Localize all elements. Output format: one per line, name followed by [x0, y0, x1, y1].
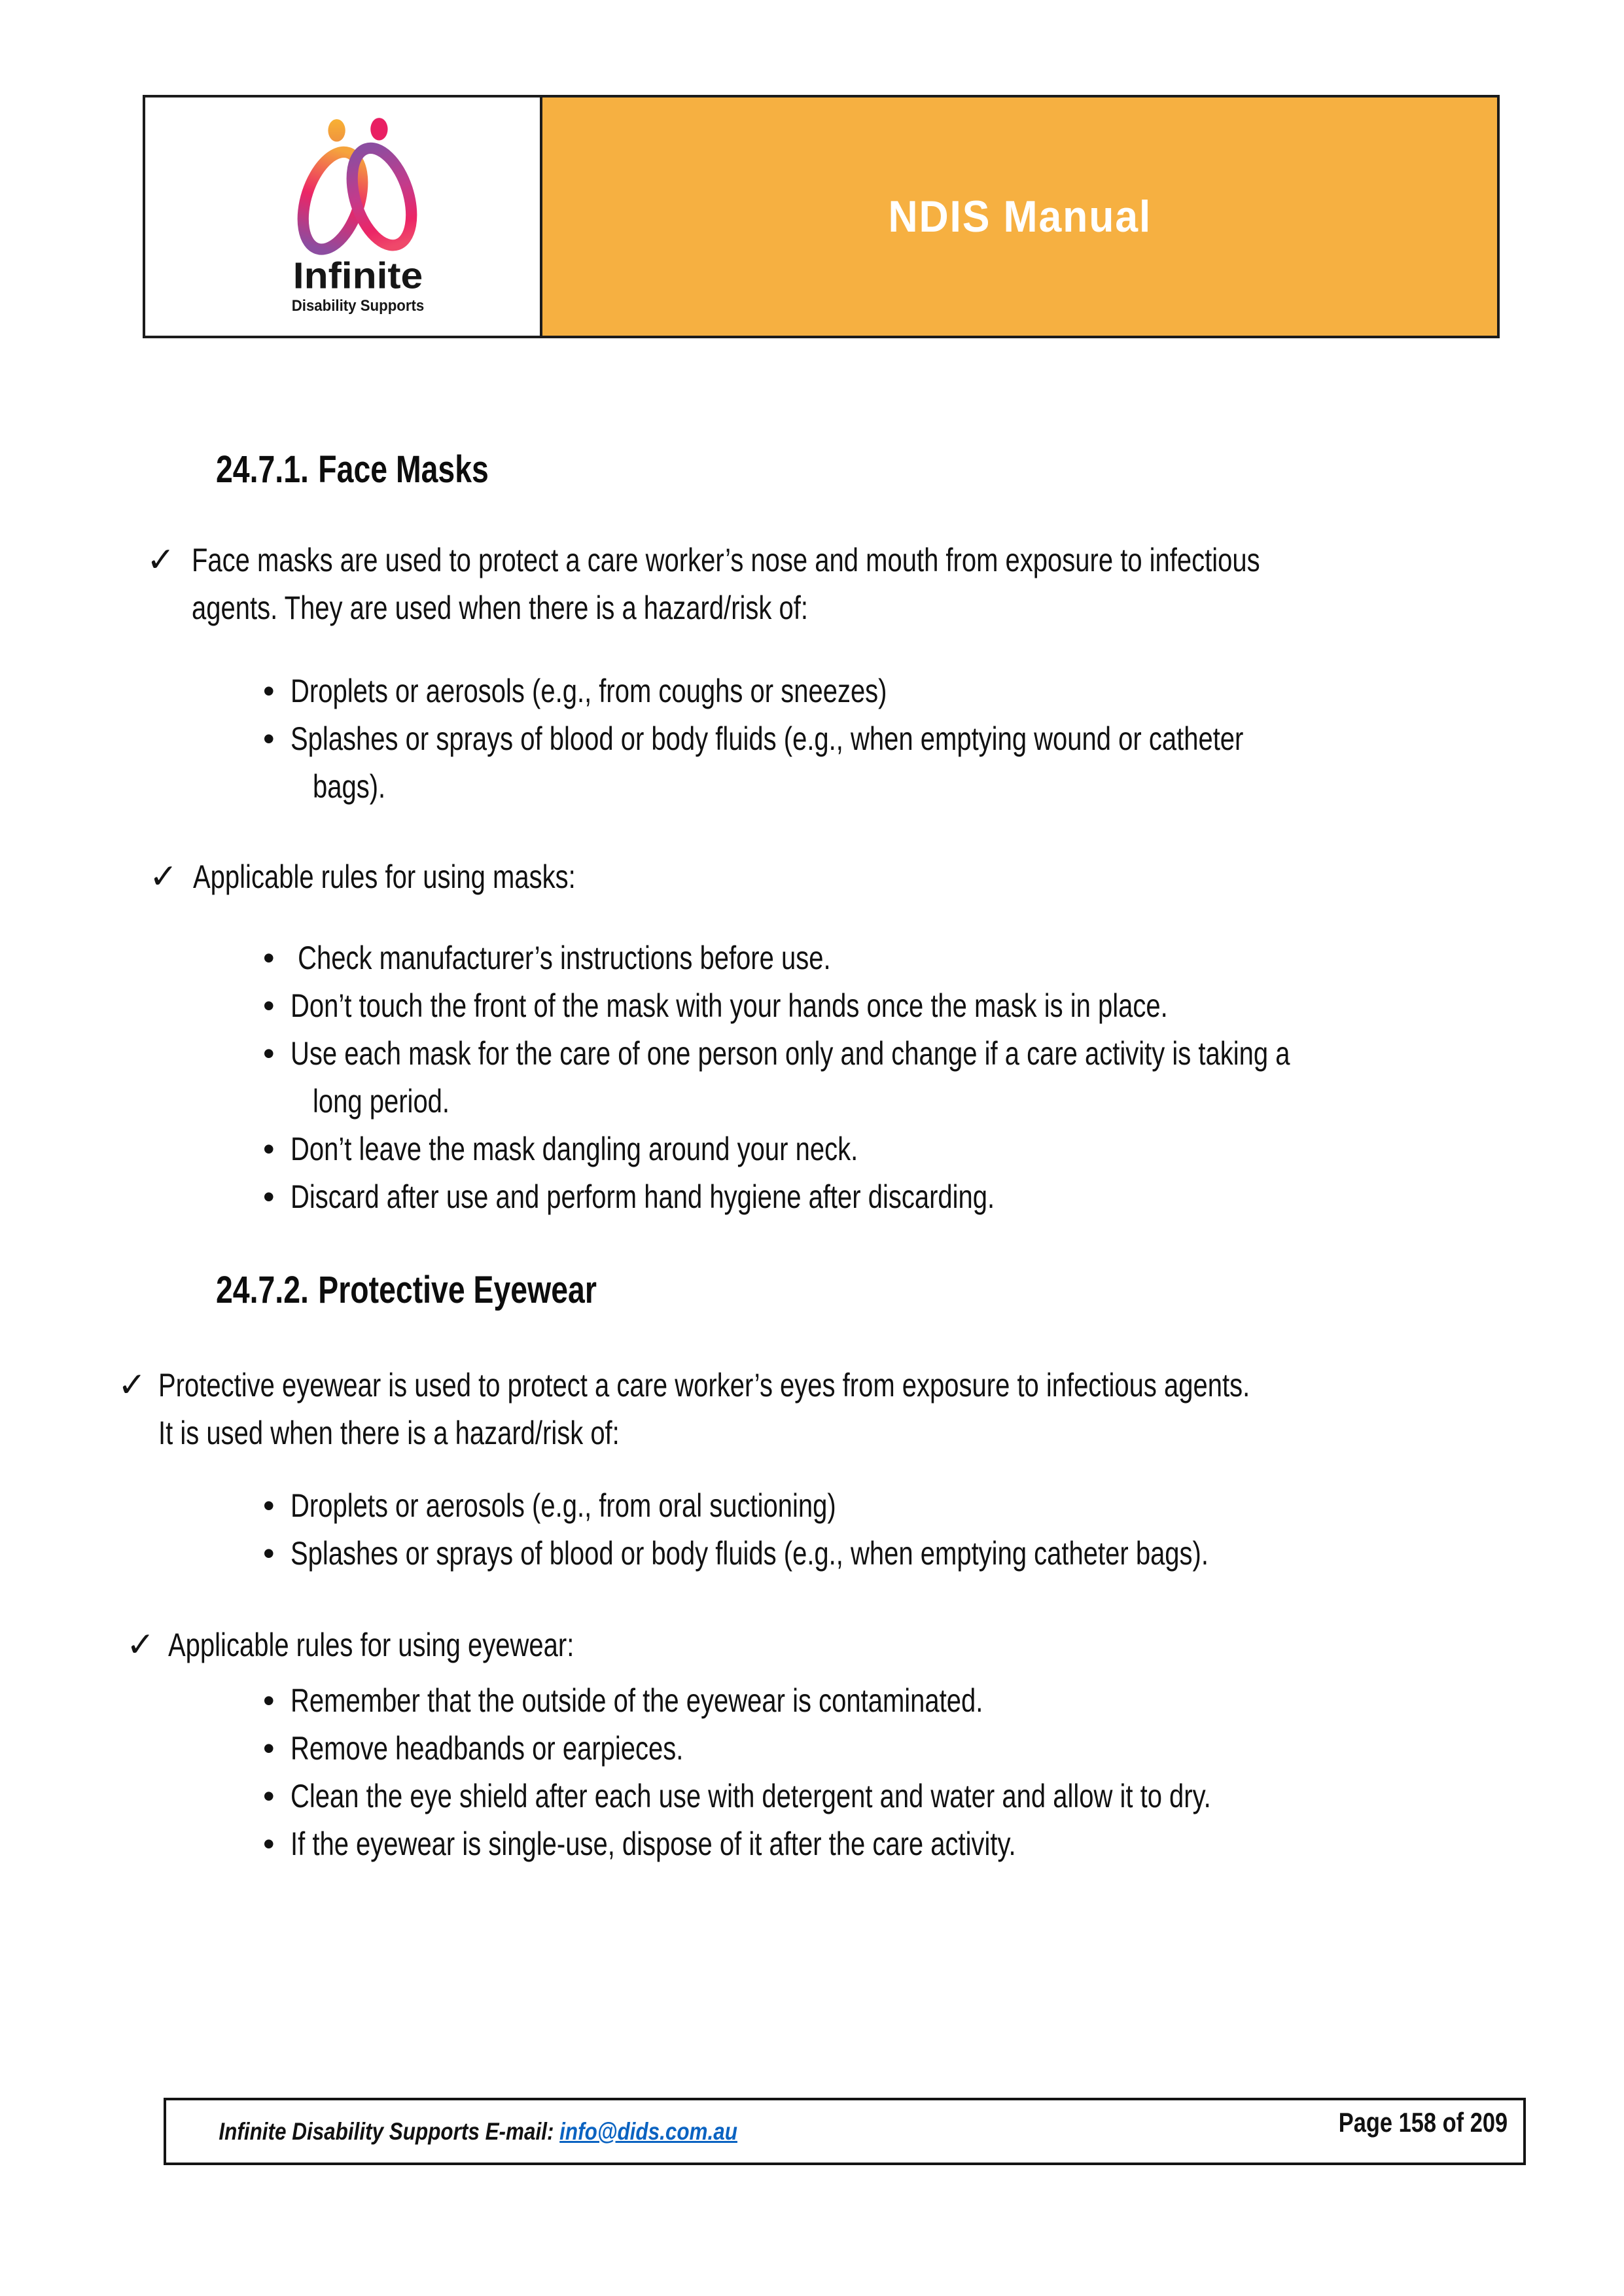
paragraph-line: Face masks are used to protect a care worker’s nose and mouth from exposure to infectious — [192, 542, 1260, 578]
header — [143, 95, 1500, 338]
bullet-icon: • — [263, 1826, 275, 1862]
list-item: • Splashes or sprays of blood or body fluids (e.g., when emptying catheter bags). — [263, 1530, 1438, 1578]
email-link[interactable]: info@dids.com.au — [559, 2117, 737, 2145]
list-item: • Droplets or aerosols (e.g., from oral suctioning) — [263, 1482, 1438, 1530]
bullet-icon: • — [263, 1682, 275, 1719]
list-item: • Check manufacturer’s instructions before use. — [263, 934, 1540, 982]
list-item: • Discard after use and perform hand hygiene after discarding. — [263, 1173, 1540, 1221]
document-title: NDIS Manual — [888, 192, 1152, 241]
paragraph-line: Protective eyewear is used to protect a care worker’s eyes from exposure to infectious agents. — [158, 1367, 1250, 1404]
bullet-icon: • — [263, 1535, 275, 1572]
bullet-icon: • — [263, 1131, 275, 1167]
list-item: • Don’t touch the front of the mask with your hands once the mask is in place. — [263, 982, 1540, 1030]
page-number-text: Page 158 of 209 — [1338, 2107, 1508, 2138]
rules-heading: Applicable rules for using masks: — [193, 858, 576, 895]
mask-hazard-list — [263, 667, 1481, 811]
list-item-continuation: long period. — [313, 1083, 450, 1120]
section-heading-face-masks — [216, 447, 557, 493]
list-item: • Remember that the outside of the eyewear is contaminated. — [263, 1677, 1441, 1725]
bullet-icon: • — [263, 720, 275, 757]
section-number: 24.7.1. — [216, 448, 309, 491]
infinite-logo — [278, 113, 438, 320]
logo-cell — [145, 97, 542, 336]
footer-contact-label: Infinite Disability Supports E-mail: — [219, 2117, 560, 2145]
section-heading-protective-eyewear — [216, 1267, 692, 1313]
title-banner — [542, 97, 1497, 336]
section-number: 24.7.2. — [216, 1269, 309, 1311]
list-item: • Clean the eye shield after each use with detergent and water and allow it to dry. — [263, 1773, 1441, 1820]
list-item: • Splashes or sprays of blood or body fluids (e.g., when emptying wound or catheter — [263, 715, 1481, 763]
bullet-icon: • — [263, 1487, 275, 1524]
check-icon: ✓ — [149, 858, 178, 896]
mask-rules-list — [263, 934, 1540, 1221]
eyewear-hazard-list — [263, 1482, 1438, 1578]
paragraph-line: agents. They are used when there is a hazard/risk of: — [192, 590, 809, 626]
bullet-icon: • — [263, 673, 275, 709]
bullet-icon: • — [263, 940, 275, 976]
bullet-icon: • — [263, 987, 275, 1024]
infinity-symbol-icon — [292, 118, 423, 256]
logo-tagline-text: Disability Supports — [291, 296, 424, 315]
footer — [164, 2098, 1526, 2165]
logo-brand-text: Infinite — [292, 255, 423, 297]
eyewear-rules-list — [263, 1677, 1441, 1868]
list-item: • If the eyewear is single-use, dispose of it after the care activity. — [263, 1820, 1441, 1868]
bullet-icon: • — [263, 1730, 275, 1767]
rules-heading: Applicable rules for using eyewear: — [168, 1627, 574, 1663]
list-item: • Don’t leave the mask dangling around your neck. — [263, 1125, 1540, 1173]
section-title: Protective Eyewear — [318, 1269, 597, 1311]
check-icon: ✓ — [147, 541, 175, 579]
bullet-icon: • — [263, 1035, 275, 1072]
page-number — [1301, 2107, 1508, 2138]
check-icon: ✓ — [126, 1626, 155, 1664]
list-item-continuation: bags). — [313, 768, 386, 805]
check-icon: ✓ — [118, 1366, 147, 1404]
list-item: • Use each mask for the care of one person only and change if a care activity is taking a — [263, 1030, 1540, 1078]
footer-contact — [185, 2091, 737, 2173]
bullet-icon: • — [263, 1178, 275, 1215]
section-title: Face Masks — [318, 448, 489, 491]
paragraph-line: It is used when there is a hazard/risk of: — [158, 1415, 620, 1451]
list-item: • Droplets or aerosols (e.g., from coughs or sneezes) — [263, 667, 1481, 715]
bullet-icon: • — [263, 1778, 275, 1814]
list-item: • Remove headbands or earpieces. — [263, 1725, 1441, 1773]
